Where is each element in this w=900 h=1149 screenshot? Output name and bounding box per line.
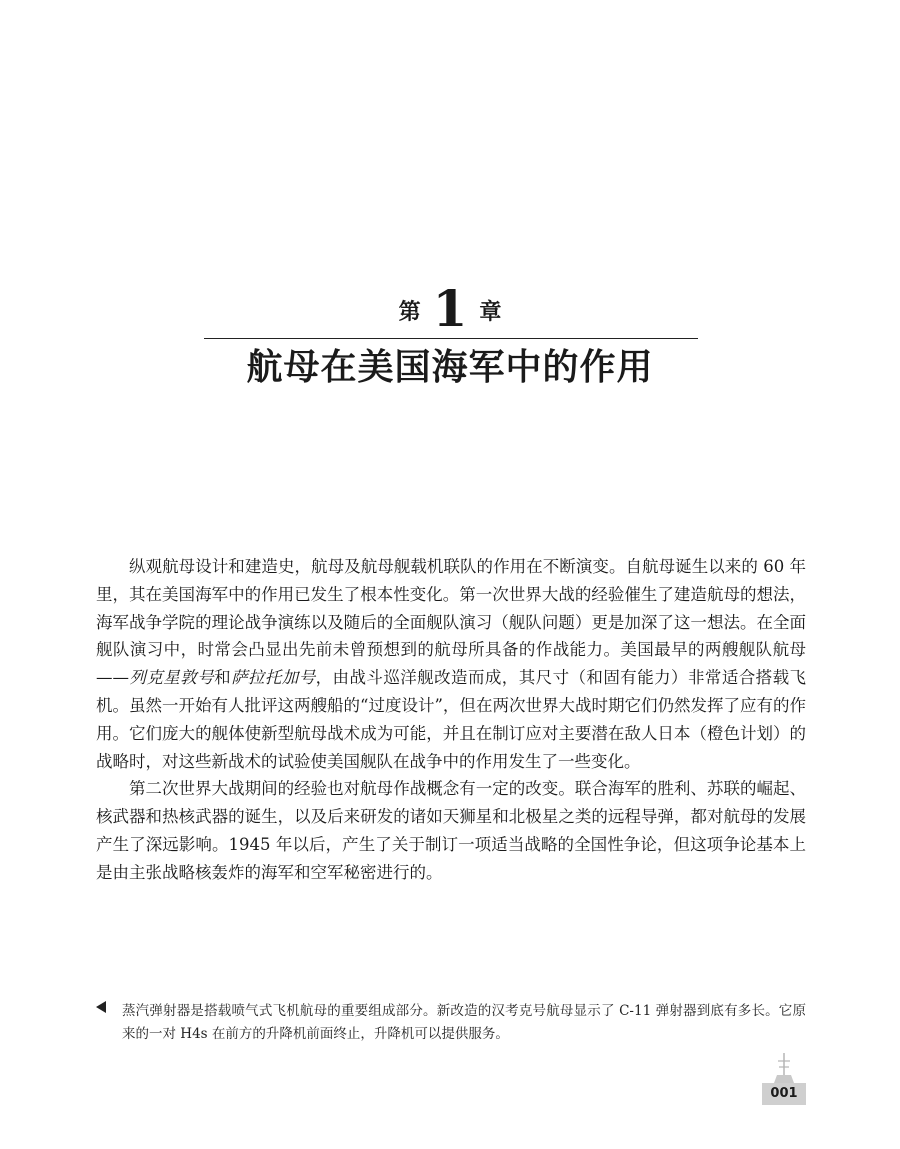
chapter-number: 1 bbox=[432, 279, 468, 338]
figure-caption bbox=[96, 1000, 806, 1046]
caption-text: 蒸汽弹射器是搭载喷气式飞机航母的重要组成部分。新改造的汉考克号航母显示了 C-11 弹射器到底有多长。它原来的一对 H4s 在前方的升降机前面终止，升降机可以提供服务。 bbox=[122, 1003, 806, 1042]
chapter-label-prefix: 第 bbox=[398, 300, 421, 325]
caption-arrow-icon bbox=[96, 1001, 106, 1013]
chapter-heading bbox=[0, 279, 900, 338]
paragraph bbox=[96, 553, 806, 775]
ship-name: 萨拉托加号 bbox=[231, 668, 316, 688]
chapter-number-line bbox=[0, 279, 900, 338]
paragraph-text: 和 bbox=[214, 668, 231, 688]
chapter-divider bbox=[204, 338, 698, 339]
ship-name: 列克星敦号 bbox=[129, 668, 215, 688]
chapter-title: 航母在美国海军中的作用 bbox=[246, 347, 654, 388]
paragraph-text: ，由战斗巡洋舰改造而成，其尺寸（和固有能力）非常适合搭载飞机。虽然一开始有人批评这两艘船的“过度设计”，但在两次世界大战时期它们仍然发挥了应有的作用。它们庞大的舰体使新型航母战术成为可能，并且在制订应对主要潜在敌人日本（橙色计划）的战略时，对这些新战术的试验使美国舰队在战争中的作用发生了一些变化。 bbox=[96, 668, 807, 771]
body-text bbox=[96, 553, 806, 887]
page-number: 001 bbox=[762, 1083, 806, 1105]
paragraph: 第二次世界大战期间的经验也对航母作战概念有一定的改变。联合海军的胜利、苏联的崛起、核武器和热核武器的诞生，以及后来研发的诸如天狮星和北极星之类的远程导弹，都对航母的发展产生了深远影响。1945 年以后，产生了关于制订一项适当战略的全国性争论，但这项争论基本上是由主张战略核轰炸的海军和空军秘密进行的。 bbox=[96, 779, 806, 882]
chapter-label-suffix: 章 bbox=[479, 300, 502, 325]
paragraph-text: 纵观航母设计和建造史，航母及航母舰载机联队的作用在不断演变。自航母诞生以来的 60 年里，其在美国海军中的作用已发生了根本性变化。第一次世界大战的经验催生了建造航母的想法，海军战争学院的理论战争演练以及随后的全面舰队演习（舰队问题）更是加深了这一想法。在全面舰队演习中，时常会凸显出先前未曾预想到的航母所具备的作战能力。美国最早的两艘舰队航母—— bbox=[96, 557, 806, 688]
